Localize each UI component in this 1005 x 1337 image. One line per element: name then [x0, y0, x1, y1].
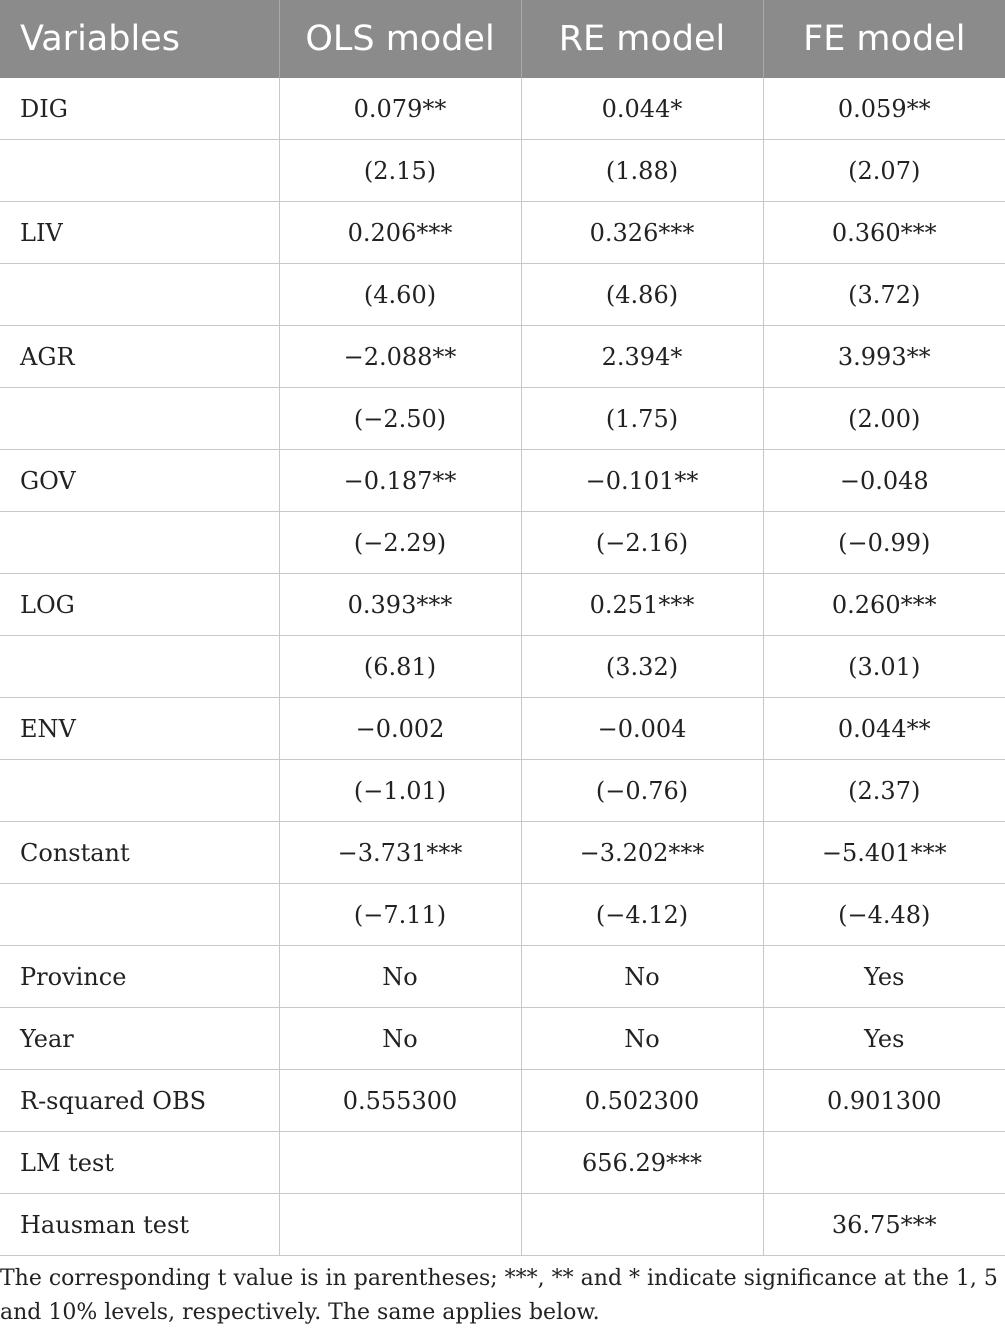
re-cell: 0.251***: [521, 574, 763, 636]
fe-cell: Yes: [763, 1008, 1005, 1070]
table-row: [0, 202, 1005, 264]
ols-cell: −2.088**: [279, 326, 521, 388]
re-cell: −0.101**: [521, 450, 763, 512]
ols-cell: (−2.50): [279, 388, 521, 450]
table-row: [0, 1194, 1005, 1256]
table-row: [0, 760, 1005, 822]
ols-cell: (2.15): [279, 140, 521, 202]
table-row: [0, 636, 1005, 698]
table-row: [0, 1070, 1005, 1132]
fe-cell: (3.72): [763, 264, 1005, 326]
ols-cell: 0.555300: [279, 1070, 521, 1132]
table-row: [0, 574, 1005, 636]
ols-cell: 0.079**: [279, 78, 521, 140]
re-cell: (1.75): [521, 388, 763, 450]
fe-cell: −5.401***: [763, 822, 1005, 884]
re-cell: (−4.12): [521, 884, 763, 946]
variable-cell: [0, 388, 279, 450]
variable-cell: Year: [0, 1008, 279, 1070]
table-row: [0, 388, 1005, 450]
variable-cell: GOV: [0, 450, 279, 512]
table-row: [0, 822, 1005, 884]
fe-cell: (−4.48): [763, 884, 1005, 946]
ols-cell: (−2.29): [279, 512, 521, 574]
re-cell: No: [521, 946, 763, 1008]
fe-cell: 0.901300: [763, 1070, 1005, 1132]
fe-cell: 0.059**: [763, 78, 1005, 140]
re-cell: −3.202***: [521, 822, 763, 884]
variable-cell: Hausman test: [0, 1194, 279, 1256]
fe-cell: (2.00): [763, 388, 1005, 450]
re-cell: (−0.76): [521, 760, 763, 822]
fe-cell: 0.260***: [763, 574, 1005, 636]
header-row: [0, 0, 1005, 78]
fe-cell: Yes: [763, 946, 1005, 1008]
ols-cell: (4.60): [279, 264, 521, 326]
ols-cell: (6.81): [279, 636, 521, 698]
re-cell: −0.004: [521, 698, 763, 760]
ols-cell: 0.206***: [279, 202, 521, 264]
header-re-model: RE model: [521, 0, 763, 78]
re-cell: No: [521, 1008, 763, 1070]
table-row: [0, 946, 1005, 1008]
re-cell: (3.32): [521, 636, 763, 698]
table-row: [0, 1008, 1005, 1070]
fe-cell: 36.75***: [763, 1194, 1005, 1256]
ols-cell: [279, 1132, 521, 1194]
variable-cell: LIV: [0, 202, 279, 264]
variable-cell: DIG: [0, 78, 279, 140]
table-row: [0, 1132, 1005, 1194]
ols-cell: No: [279, 946, 521, 1008]
table-body: [0, 78, 1005, 1256]
re-cell: (1.88): [521, 140, 763, 202]
variable-cell: [0, 140, 279, 202]
table-row: [0, 698, 1005, 760]
fe-cell: [763, 1132, 1005, 1194]
variable-cell: LOG: [0, 574, 279, 636]
variable-cell: LM test: [0, 1132, 279, 1194]
variable-cell: AGR: [0, 326, 279, 388]
table-row: [0, 512, 1005, 574]
re-cell: 0.044*: [521, 78, 763, 140]
table-row: [0, 140, 1005, 202]
table-footnote: The corresponding t value is in parentheses; ***, ** and * indicate significance at the 1, 5 and 10% levels, respectively. The same applies below.: [0, 1266, 998, 1325]
header-fe-model: FE model: [763, 0, 1005, 78]
variable-cell: [0, 264, 279, 326]
fe-cell: −0.048: [763, 450, 1005, 512]
re-cell: 2.394*: [521, 326, 763, 388]
table-header: [0, 0, 1005, 78]
fe-cell: (2.07): [763, 140, 1005, 202]
ols-cell: 0.393***: [279, 574, 521, 636]
ols-cell: (−7.11): [279, 884, 521, 946]
ols-cell: (−1.01): [279, 760, 521, 822]
variable-cell: ENV: [0, 698, 279, 760]
table-row: [0, 78, 1005, 140]
variable-cell: R-squared OBS: [0, 1070, 279, 1132]
ols-cell: [279, 1194, 521, 1256]
table-row: [0, 326, 1005, 388]
fe-cell: 0.044**: [763, 698, 1005, 760]
ols-cell: −0.002: [279, 698, 521, 760]
re-cell: 0.502300: [521, 1070, 763, 1132]
variable-cell: Constant: [0, 822, 279, 884]
variable-cell: [0, 512, 279, 574]
ols-cell: −0.187**: [279, 450, 521, 512]
re-cell: (4.86): [521, 264, 763, 326]
fe-cell: (−0.99): [763, 512, 1005, 574]
re-cell: [521, 1194, 763, 1256]
variable-cell: [0, 636, 279, 698]
re-cell: 0.326***: [521, 202, 763, 264]
ols-cell: No: [279, 1008, 521, 1070]
header-variables: Variables: [0, 0, 279, 78]
re-cell: 656.29***: [521, 1132, 763, 1194]
fe-cell: 3.993**: [763, 326, 1005, 388]
variable-cell: [0, 884, 279, 946]
re-cell: (−2.16): [521, 512, 763, 574]
table-row: [0, 450, 1005, 512]
ols-cell: −3.731***: [279, 822, 521, 884]
variable-cell: Province: [0, 946, 279, 1008]
variable-cell: [0, 760, 279, 822]
table-row: [0, 884, 1005, 946]
fe-cell: 0.360***: [763, 202, 1005, 264]
fe-cell: (2.37): [763, 760, 1005, 822]
header-ols-model: OLS model: [279, 0, 521, 78]
table-row: [0, 264, 1005, 326]
fe-cell: (3.01): [763, 636, 1005, 698]
